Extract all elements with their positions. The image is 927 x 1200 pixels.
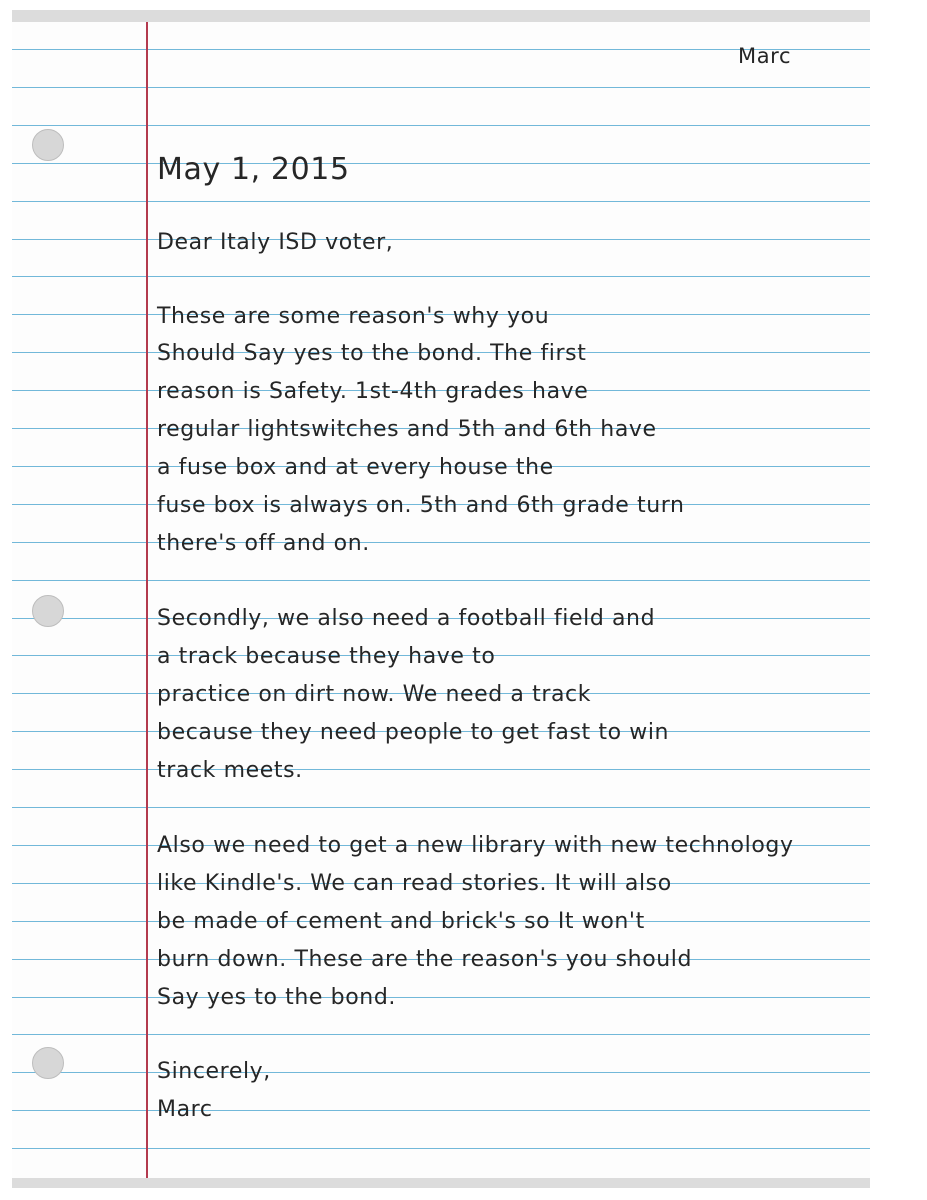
ruled-line [12, 201, 870, 202]
margin-line [146, 22, 148, 1178]
body-line: Should Say yes to the bond. The first [157, 341, 587, 366]
body-line: Secondly, we also need a football field and [157, 606, 656, 631]
ruled-line [12, 163, 870, 164]
ruled-line [12, 580, 870, 581]
ruled-line [12, 807, 870, 808]
body-line: practice on dirt now. We need a track [157, 682, 592, 707]
closing: Sincerely, [157, 1059, 271, 1084]
salutation: Dear Italy ISD voter, [157, 230, 394, 255]
body-line: a fuse box and at every house the [157, 455, 554, 480]
body-line: be made of cement and brick's so It won't [157, 909, 645, 934]
ruled-line [12, 276, 870, 277]
signature: Marc [157, 1097, 213, 1122]
ruled-line [12, 769, 870, 770]
body-line: like Kindle's. We can read stories. It will also [157, 871, 672, 896]
ruled-line [12, 125, 870, 126]
body-line: burn down. These are the reason's you should [157, 947, 693, 972]
binder-hole-bottom [32, 1047, 64, 1079]
body-line: regular lightswitches and 5th and 6th have [157, 417, 657, 442]
ruled-line [12, 1072, 870, 1073]
body-line: Also we need to get a new library with new technology [157, 833, 794, 858]
body-line: fuse box is always on. 5th and 6th grade turn [157, 493, 685, 518]
body-line: track meets. [157, 758, 303, 783]
ruled-line [12, 1034, 870, 1035]
body-line: reason is Safety. 1st-4th grades have [157, 379, 589, 404]
corner-name: Marc [738, 44, 792, 68]
notebook-paper [12, 10, 870, 1188]
ruled-line [12, 542, 870, 543]
body-line: These are some reason's why you [157, 304, 550, 329]
ruled-line [12, 87, 870, 88]
ruled-line [12, 239, 870, 240]
ruled-line [12, 1148, 870, 1149]
body-line: there's off and on. [157, 531, 370, 556]
body-line: Say yes to the bond. [157, 985, 396, 1010]
body-line: because they need people to get fast to win [157, 720, 670, 745]
ruled-line [12, 997, 870, 998]
letter-date: May 1, 2015 [157, 152, 350, 187]
body-line: a track because they have to [157, 644, 496, 669]
binder-hole-middle [32, 595, 64, 627]
ruled-line [12, 1110, 870, 1111]
binder-hole-top [32, 129, 64, 161]
